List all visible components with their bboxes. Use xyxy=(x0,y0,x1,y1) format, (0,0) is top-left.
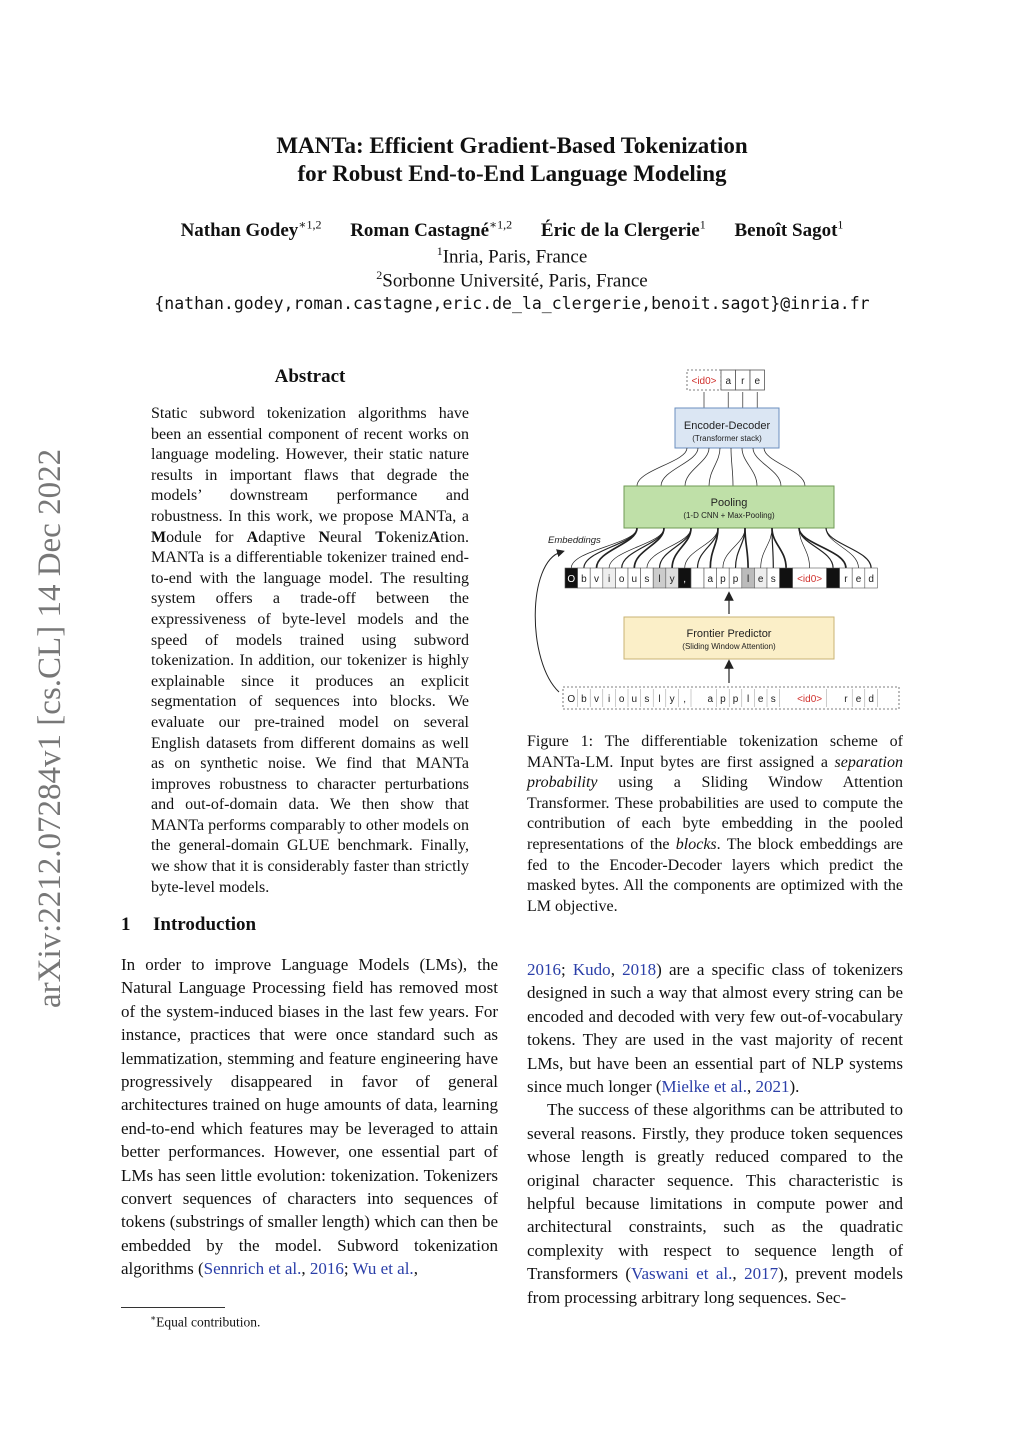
pool-encoder-line xyxy=(764,448,805,486)
embeddings-label: Embeddings xyxy=(548,535,601,546)
input-token: s xyxy=(644,694,650,705)
byte-token: l xyxy=(746,574,750,585)
byte-token: p xyxy=(732,574,739,585)
embedding-line xyxy=(826,528,859,568)
input-token: l xyxy=(658,694,661,705)
byte-token: o xyxy=(618,574,625,585)
input-token: r xyxy=(844,694,848,705)
encoder-fan-lines xyxy=(704,392,757,408)
embedding-line xyxy=(609,528,664,568)
footnote-rule xyxy=(121,1307,225,1308)
output-token: a xyxy=(725,376,732,387)
input-token: o xyxy=(618,694,625,705)
citation-link[interactable]: Vaswani et al. xyxy=(631,1264,733,1284)
byte-token: p xyxy=(720,574,726,585)
author: Roman Castagné$^{∗1,2}$ xyxy=(350,218,513,242)
input-token: u xyxy=(631,694,638,705)
abstract-text: Static subword tokenization algorithms have been an essential component of recent works on language modeling. However, their static nature results in important flaws that degrade the models’ downstream performance and robustness. In this work, we propose MANTa, a Module for Adaptive Neural TokenizAtion. MANTa is a differentiable tokenizer trained end-to-end with the language model. The resulting system offers a trade-off between the expressiveness of byte-level models and the speed of models trained using subword tokenization. In addition, our tokenizer is highly explainable since it produces an explicit segmentation of sequences into blocks. We evaluate our pre-trained model on several English datasets from different domains as well as on synthetic noise. We find that MANTa improves robustness to character perturbations and out-of-domain data. We then show that MANTa performs comparably to other models on the general-domain GLUE benchmark. Finally, we show that it is considerably faster than strictly byte-level models. xyxy=(151,405,470,896)
input-token: y xyxy=(669,694,675,705)
citation-link[interactable]: Mielke et al. xyxy=(661,1077,747,1097)
embedding-line xyxy=(799,528,846,568)
paper-title-line1: MANTa: Efficient Gradient-Based Tokenization xyxy=(276,133,748,158)
embedding-line xyxy=(634,528,664,568)
embedding-line xyxy=(710,528,718,568)
byte-embedding-cell xyxy=(780,568,793,588)
citation-link[interactable]: 2017 xyxy=(744,1264,779,1284)
pool-to-encoder-lines xyxy=(637,448,805,486)
affiliation-2: $^2$Sorbonne Université, Paris, France xyxy=(376,268,648,292)
embedding-line xyxy=(647,528,691,568)
byte-token: l xyxy=(658,574,661,585)
author: Nathan Godey$^{∗1,2}$ xyxy=(180,218,322,242)
byte-token: b xyxy=(581,574,587,585)
input-token: p xyxy=(732,694,739,705)
footnote: ∗Equal contribution. xyxy=(150,1313,261,1330)
byte-token: i xyxy=(607,574,611,585)
input-token: v xyxy=(594,694,599,705)
byte-embedding-cell xyxy=(691,568,704,588)
right-column-text: 2016; Kudo, 2018) are a specific class of tokenizers designed in such a way that almost every string can be encoded and decoded with very few out-of-vocabulary tokens. They are used in the vast majority of recent LMs, but have been an essential part of NLP systems since much longer (Mielke et al., 2021). The success of these algorithms can be attributed to several reasons. Firstly, they produce token sequences whose length is greatly reduced compared to the original character sequence. This characteristic is helpful because limitations in compute power and architectural constraints, such as the quadratic complexity with respect to sequence length of Transformers (Vaswani et al., 2017), prevent models from processing arbitrary long sequences. Sec- xyxy=(527,960,904,1307)
pool-encoder-line xyxy=(637,448,687,486)
figure-caption: Figure 1: The differentiable tokenization scheme of MANTa-LM. Input bytes are first assigned a separation probability using a Sliding Window Attention Transformer. These probabilities are used to compute the contribution of each byte embedding in the pooled representations of the blocks. The block embeddings are fed to the Encoder-Decoder layers which predict the masked bytes. All the components are optimized with the LM objective. xyxy=(527,733,904,915)
input-token: O xyxy=(567,694,576,705)
input-token: e xyxy=(757,694,764,705)
author: Benoît Sagot$^1$ xyxy=(734,218,844,242)
pool-encoder-line xyxy=(661,448,698,486)
pooling-subtitle: (1-D CNN + Max-Pooling) xyxy=(683,511,775,520)
pool-encoder-line xyxy=(731,448,733,486)
embedding-line xyxy=(723,528,745,568)
author-emails: {nathan.godey,roman.castagne,eric.de_la_clergerie,benoit.sagot}@inria.fr xyxy=(154,294,870,313)
byte-embedding-row xyxy=(565,568,877,588)
citation-link[interactable]: 2016 xyxy=(527,960,561,979)
embedding-line xyxy=(826,528,871,568)
input-token: <id0> xyxy=(797,694,823,705)
byte-token: , xyxy=(683,574,687,585)
embedding-line xyxy=(772,528,786,568)
pooling-title: Pooling xyxy=(710,497,748,509)
byte-token: r xyxy=(844,574,848,585)
embedding-line xyxy=(571,528,637,568)
encoder-subtitle: (Transformer stack) xyxy=(692,434,762,443)
byte-token: s xyxy=(644,574,650,585)
input-token: l xyxy=(746,694,750,705)
authors xyxy=(0,218,1024,242)
input-token: e xyxy=(855,694,862,705)
input-token: s xyxy=(770,694,776,705)
frontier-title: Frontier Predictor xyxy=(686,628,772,640)
paper-title-line2: for Robust End-to-End Language Modeling xyxy=(297,161,727,186)
output-token: <id0> xyxy=(691,376,717,387)
byte-token: y xyxy=(669,574,675,585)
citation-link[interactable]: Sennrich et al. xyxy=(203,1259,302,1279)
input-token: , xyxy=(683,694,687,705)
figure-1-diagram xyxy=(527,362,903,722)
input-token: p xyxy=(720,694,726,705)
citation-link[interactable]: 2016 xyxy=(309,1259,344,1279)
output-tokens xyxy=(687,370,765,390)
byte-token: O xyxy=(567,574,576,585)
pool-encoder-line xyxy=(753,448,781,486)
section-heading: 1 Introduction xyxy=(121,914,257,935)
residual-arrow xyxy=(535,552,561,692)
frontier-subtitle: (Sliding Window Attention) xyxy=(682,642,776,651)
byte-token: v xyxy=(594,574,599,585)
encoder-title: Encoder-Decoder xyxy=(683,420,771,432)
embedding-line xyxy=(761,528,772,568)
citation-link[interactable]: Kudo xyxy=(572,960,611,979)
output-token: e xyxy=(754,376,761,387)
embedding-lines xyxy=(571,528,871,568)
input-token: a xyxy=(707,694,714,705)
citation-link[interactable]: 2021 xyxy=(755,1077,790,1097)
intro-paragraph: In order to improve Language Models (LMs), the Natural Language Processing field has removed most of the system-induced biases in the last few years. For instance, practices that were once standard such as lemmatization, stemming and feature engineering have progressively disappeared in favor of general architectures trained on huge amounts of data, learning end-to-end which features may be leveraged to attain better performances. However, one essential part of LMs has seen little evolution: tokenization. Tokenizers convert sequences of characters into sequences of tokens (substrings of smaller length) which can then be embedded by the model. Subword tokenization algorithms (Sennrich et al., 2016; Wu et al., xyxy=(121,955,498,1279)
byte-token: s xyxy=(770,574,776,585)
input-token: i xyxy=(607,694,611,705)
input-token-row xyxy=(563,687,899,709)
arxiv-stamp: arXiv:2212.07284v1 [cs.CL] 14 Dec 2022 xyxy=(32,448,68,1008)
input-token: b xyxy=(581,694,587,705)
citation-link[interactable]: 2018 xyxy=(622,960,657,979)
byte-token: <id0> xyxy=(797,574,823,585)
byte-embedding-cell xyxy=(827,568,840,588)
embedding-line xyxy=(584,528,637,568)
input-token: d xyxy=(868,694,874,705)
byte-token: d xyxy=(868,574,874,585)
affiliation-1: $^1$Inria, Paris, France xyxy=(436,244,588,268)
input-row-frame xyxy=(563,687,899,709)
abstract-heading: Abstract xyxy=(274,366,346,387)
embedding-line xyxy=(745,528,748,568)
citation-link[interactable]: Wu et al. xyxy=(352,1259,414,1279)
byte-token: e xyxy=(757,574,764,585)
byte-token: a xyxy=(707,574,714,585)
author: Éric de la Clergerie$^1$ xyxy=(540,218,706,242)
pool-encoder-line xyxy=(709,448,720,486)
byte-token: u xyxy=(631,574,638,585)
byte-token: e xyxy=(855,574,862,585)
output-token: r xyxy=(741,376,745,387)
pool-encoder-line xyxy=(685,448,709,486)
embedding-line xyxy=(622,528,664,568)
